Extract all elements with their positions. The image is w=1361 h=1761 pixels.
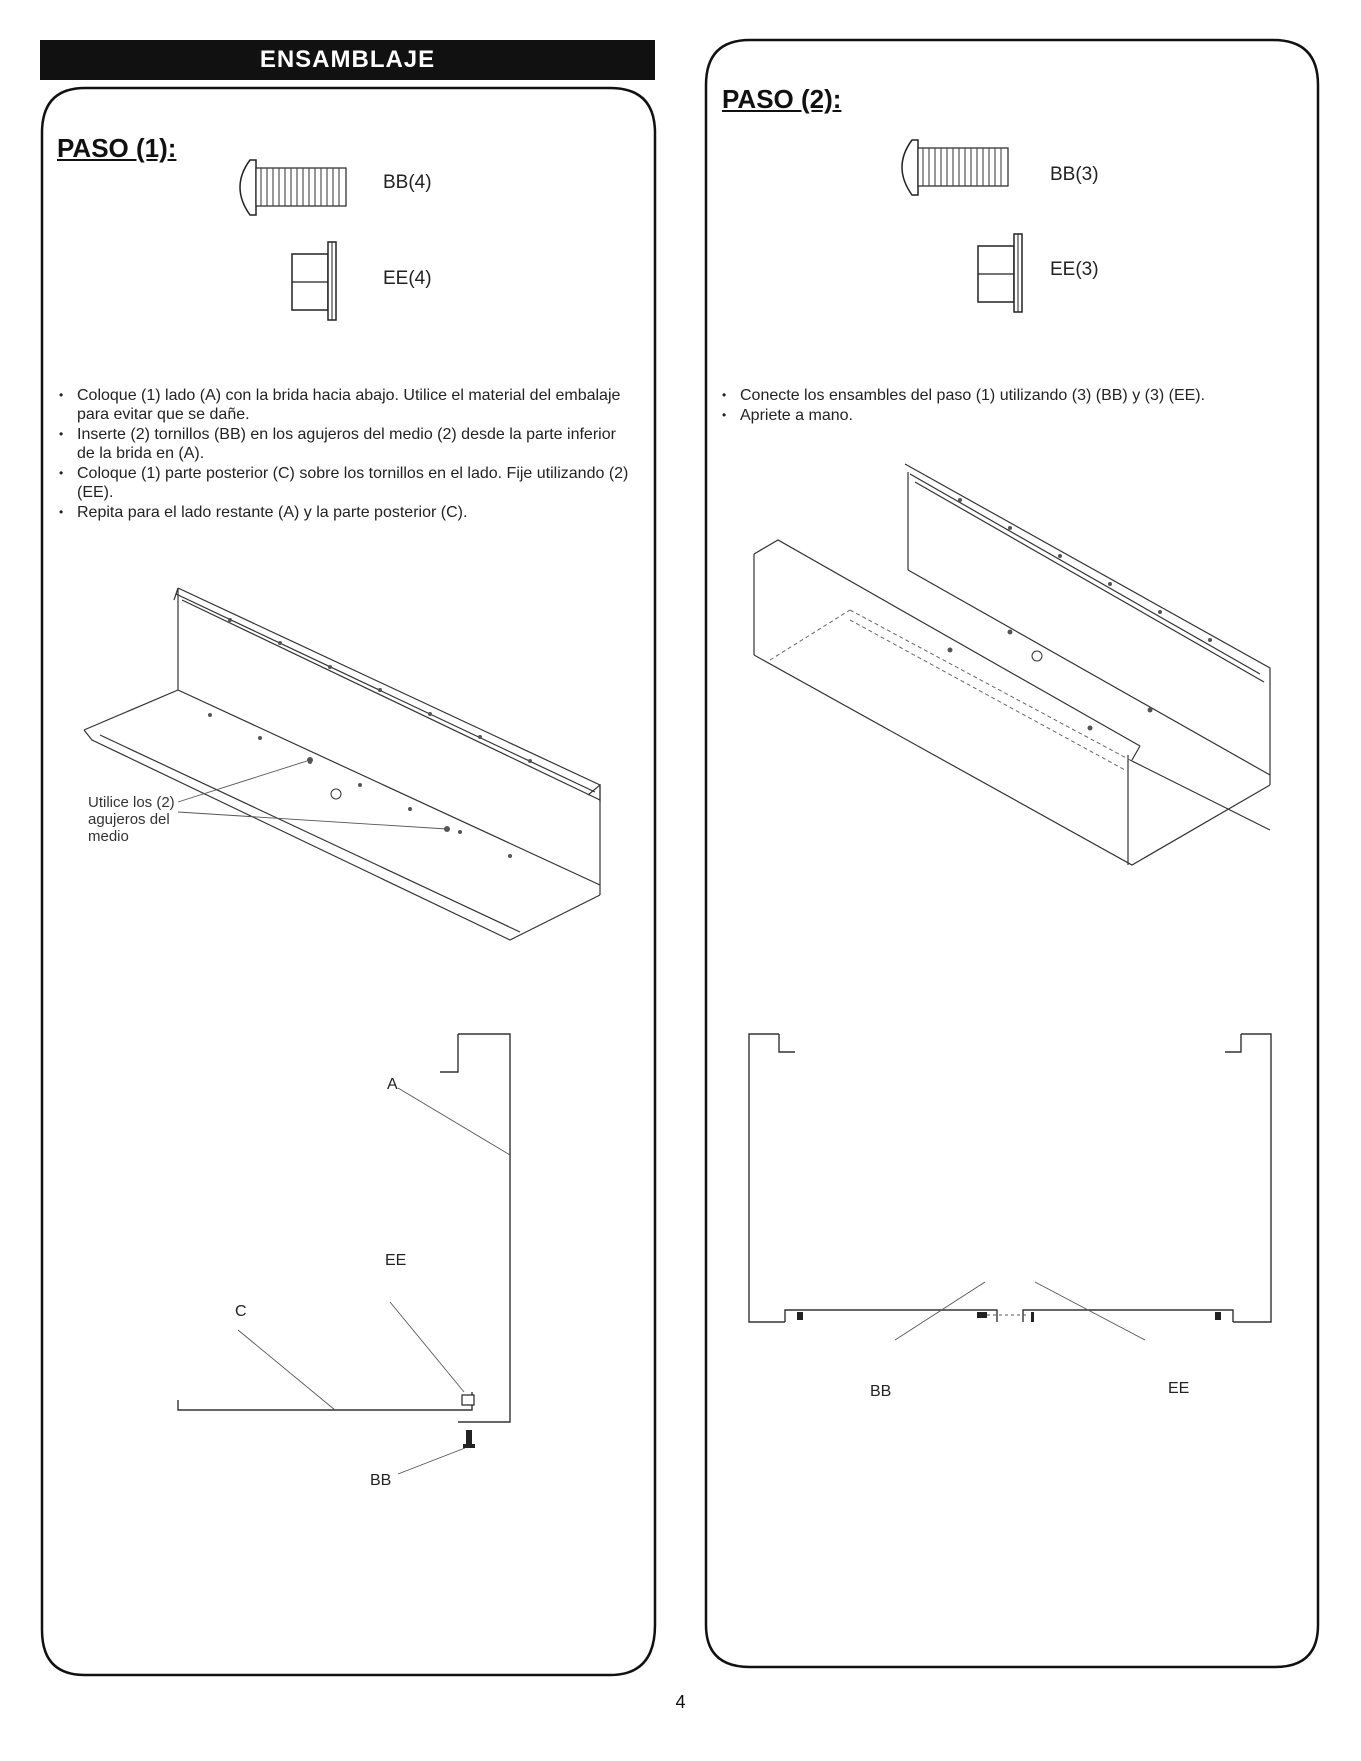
bolt-bb-icon — [890, 130, 1010, 205]
instruction-item: • Inserte (2) tornillos (BB) en los agujeros del medio (2) desde la parte inferior de la brida en (A). — [57, 425, 637, 463]
label-a: A — [387, 1076, 398, 1093]
step2-front-view-diagram — [745, 1030, 1285, 1330]
step2-isometric-diagram — [750, 460, 1280, 880]
label-ee: EE — [1168, 1380, 1190, 1397]
page-number: 4 — [675, 1692, 686, 1712]
step2-title: PASO (2): — [722, 84, 842, 114]
callout-line: agujeros del — [88, 811, 170, 828]
label-c: C — [235, 1303, 247, 1320]
callout-line: medio — [88, 828, 129, 845]
nut-ee-label: EE(4) — [383, 268, 432, 289]
step1-title: PASO (1): — [57, 133, 177, 163]
middle-holes-callout — [88, 794, 175, 845]
bolt-bb-label: BB(4) — [383, 172, 432, 193]
step1-side-view-diagram — [160, 1030, 530, 1480]
step1-instructions — [57, 386, 637, 523]
label-bb: BB — [370, 1472, 392, 1489]
callout-line: Utilice los (2) — [88, 794, 175, 811]
section-banner: ENSAMBLAJE — [40, 40, 655, 80]
instruction-item: • Conecte los ensambles del paso (1) utilizando (3) (BB) y (3) (EE). — [720, 386, 1300, 405]
instruction-item: • Coloque (1) lado (A) con la brida hacia abajo. Utilice el material del embalaje para evitar que se dañe. — [57, 386, 637, 424]
step1-isometric-diagram — [80, 580, 620, 960]
nut-ee-icon — [976, 232, 1036, 314]
nut-ee-icon — [290, 240, 350, 322]
bolt-bb-icon — [228, 150, 348, 225]
instruction-item: • Coloque (1) parte posterior (C) sobre los tornillos en el lado. Fije utilizando (2) (EE). — [57, 464, 637, 502]
instruction-item: • Repita para el lado restante (A) y la parte posterior (C). — [57, 503, 637, 522]
label-ee: EE — [385, 1252, 407, 1269]
nut-ee-label: EE(3) — [1050, 259, 1099, 280]
step2-instructions — [720, 386, 1300, 426]
instruction-item: • Apriete a mano. — [720, 406, 1300, 425]
bolt-bb-label: BB(3) — [1050, 164, 1099, 185]
label-bb: BB — [870, 1383, 892, 1400]
